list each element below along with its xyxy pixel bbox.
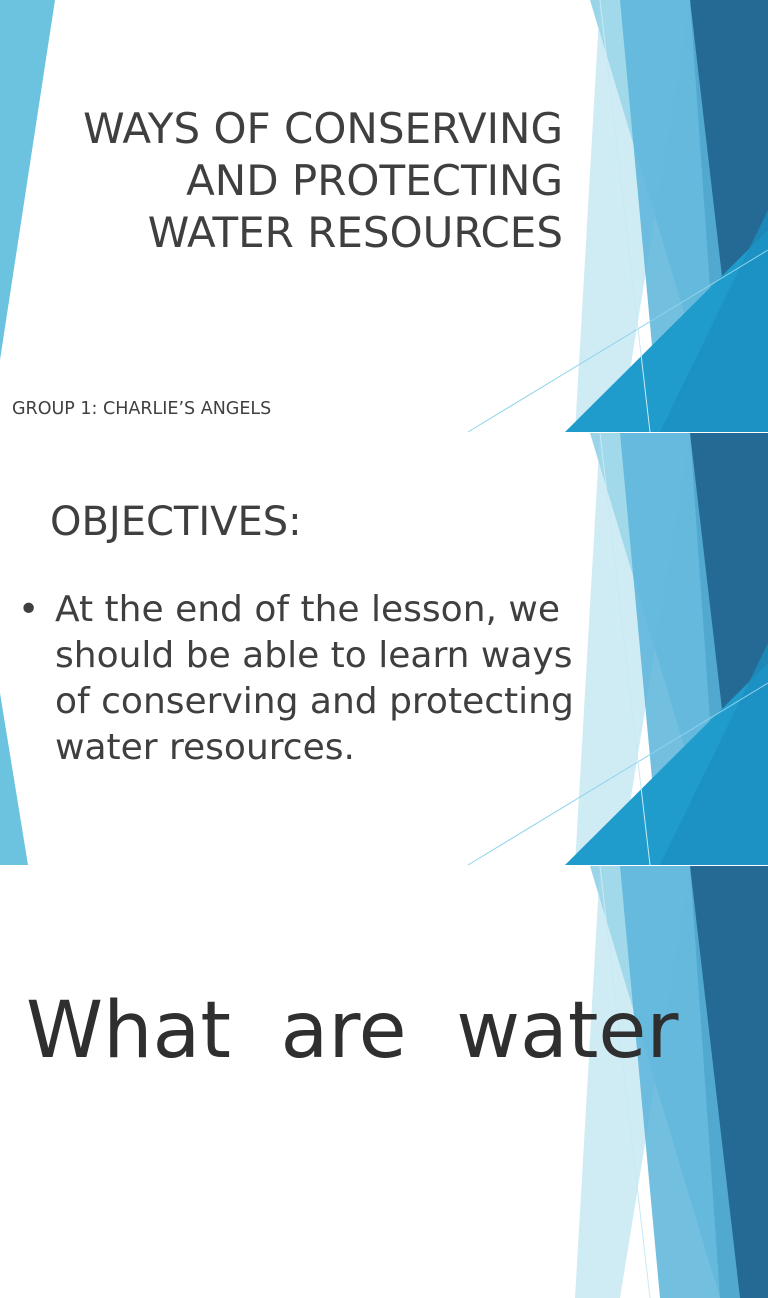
question-heading: What are water: [26, 986, 679, 1076]
bullet-icon: •: [18, 589, 40, 630]
objectives-heading: OBJECTIVES:: [50, 499, 302, 545]
slide-decoration: [0, 866, 768, 1298]
slide-objectives: [0, 433, 768, 865]
slide-question: [0, 866, 768, 1076]
slide-title-text: WAYS OF CONSERVING AND PROTECTING WATER RESOURCES: [83, 104, 563, 257]
objectives-list: [18, 587, 618, 771]
slide-subtitle: GROUP 1: CHARLIE’S ANGELS: [12, 399, 272, 419]
slide-title: [0, 0, 768, 432]
objective-text: At the end of the lesson, we should be able to learn ways of conserving and protecting water resources.: [55, 589, 574, 768]
list-item: [18, 587, 618, 771]
